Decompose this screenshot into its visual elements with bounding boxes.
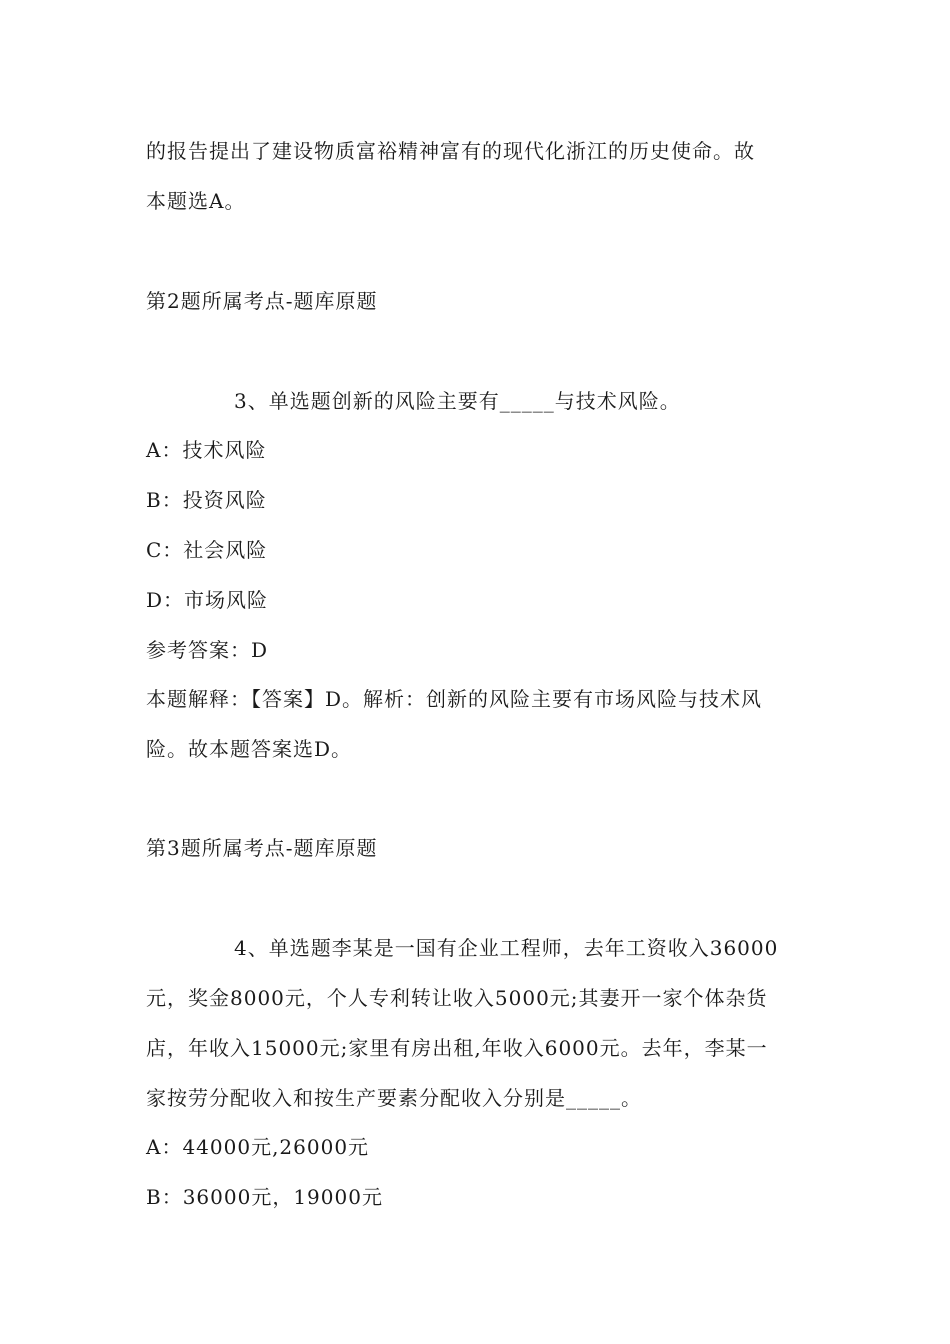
- q3-option-d: D：市场风险: [146, 588, 269, 612]
- q3-stem: 3、单选题创新的风险主要有_____与技术风险。: [234, 389, 681, 413]
- q3-explanation-line-2: 险。故本题答案选D。: [146, 737, 353, 761]
- q3-knowledge-point: 第3题所属考点-题库原题: [146, 836, 378, 860]
- q2-explanation-line-1: 的报告提出了建设物质富裕精神富有的现代化浙江的历史使命。故: [146, 139, 755, 163]
- q4-stem-line-1: 4、单选题李某是一国有企业工程师，去年工资收入36000: [234, 936, 779, 960]
- q4-stem-line-4: 家按劳分配收入和按生产要素分配收入分别是_____。: [146, 1086, 642, 1110]
- q3-option-a: A：技术风险: [146, 438, 267, 462]
- q4-option-a: A：44000元,26000元: [146, 1135, 370, 1159]
- q3-option-c: C：社会风险: [146, 538, 268, 562]
- q2-explanation-line-2: 本题选A。: [146, 189, 246, 213]
- q4-option-b: B：36000元，19000元: [146, 1185, 383, 1209]
- q4-stem-line-3: 店，年收入15000元;家里有房出租,年收入6000元。去年，李某一: [146, 1036, 768, 1060]
- q2-knowledge-point: 第2题所属考点-题库原题: [146, 289, 378, 313]
- q3-explanation-line-1: 本题解释：【答案】D。解析：创新的风险主要有市场风险与技术风: [146, 687, 763, 711]
- q3-answer: 参考答案：D: [146, 638, 269, 662]
- q3-option-b: B：投资风险: [146, 488, 267, 512]
- q4-stem-line-2: 元，奖金8000元，个人专利转让收入5000元;其妻开一家个体杂货: [146, 986, 768, 1010]
